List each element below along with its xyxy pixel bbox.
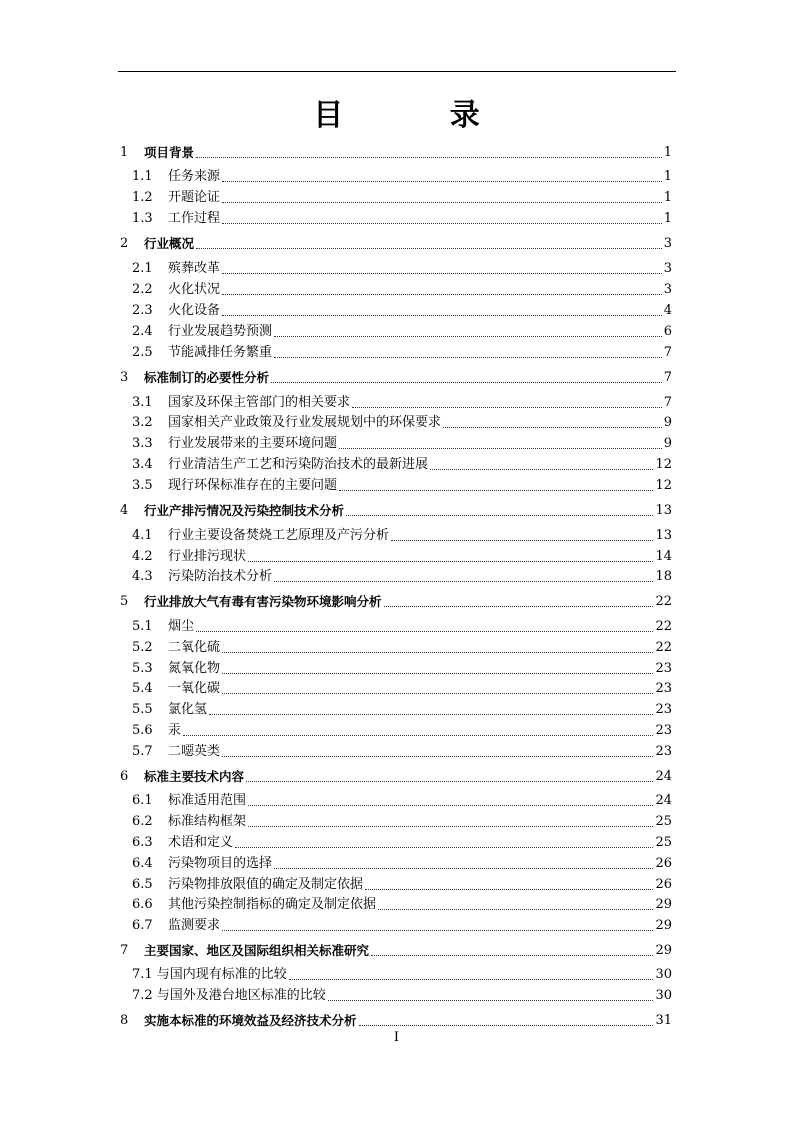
toc-section-entry[interactable] — [118, 677, 672, 697]
dot-leader — [274, 356, 662, 358]
toc-entry-number: 1.2 — [132, 190, 153, 205]
dot-leader — [378, 908, 653, 910]
toc-chapter-entry[interactable] — [118, 141, 672, 161]
toc-entry-number: 3.3 — [132, 436, 153, 451]
toc-entry-label: 术语和定义 — [168, 835, 234, 850]
toc-entry-number: 6.7 — [132, 918, 153, 933]
dot-leader — [359, 1024, 654, 1026]
toc-entry-page: 29 — [655, 897, 672, 912]
toc-entry-page: 13 — [655, 528, 672, 543]
toc-chapter-entry[interactable] — [118, 232, 672, 252]
dot-leader — [430, 468, 653, 470]
toc-section-entry[interactable] — [118, 257, 672, 277]
dot-leader — [196, 247, 662, 249]
toc-section-entry[interactable] — [118, 719, 672, 739]
toc-entry-number: 3.2 — [132, 415, 153, 430]
toc-entry-page: 7 — [663, 370, 672, 385]
toc-entry-page: 12 — [655, 457, 672, 472]
toc-section-entry[interactable] — [118, 873, 672, 893]
dot-leader — [365, 888, 653, 890]
toc-entry-page: 24 — [655, 793, 672, 808]
toc-entry-number: 5 — [120, 594, 129, 609]
toc-entry-number: 6.3 — [132, 835, 153, 850]
toc-entry-label: 行业产排污情况及污染控制技术分析 — [144, 503, 345, 518]
toc-entry-label: 行业清洁生产工艺和污染防治技术的最新进展 — [168, 457, 429, 472]
toc-entry-label: 一氧化碳 — [168, 681, 221, 696]
dot-leader — [371, 954, 653, 956]
toc-entry-page: 22 — [655, 640, 672, 655]
toc-section-entry[interactable] — [118, 565, 672, 585]
toc-entry-label: 殡葬改革 — [168, 261, 221, 276]
toc-entry-number: 1.1 — [132, 169, 153, 184]
toc-entry-page: 22 — [655, 594, 672, 609]
dot-leader — [328, 999, 654, 1001]
toc-entry-number: 3.1 — [132, 395, 153, 410]
toc-section-entry[interactable] — [118, 474, 672, 494]
dot-leader — [346, 514, 653, 516]
toc-entry-label: 7.2 与国外及港台地区标准的比较 — [132, 988, 326, 1003]
toc-entry-page: 1 — [663, 145, 672, 160]
toc-entry-label: 标准制订的必要性分析 — [144, 370, 270, 385]
toc-entry-page: 14 — [655, 549, 672, 564]
toc-entry-label: 行业排污现状 — [168, 549, 247, 564]
toc-entry-number: 2.3 — [132, 303, 153, 318]
toc-entry-number: 2.4 — [132, 324, 153, 339]
dot-leader — [248, 825, 653, 827]
toc-entry-label: 任务来源 — [168, 169, 221, 184]
toc-entry-label: 7.1 与国内现有标准的比较 — [132, 967, 287, 982]
dot-leader — [196, 630, 653, 632]
toc-section-entry[interactable] — [118, 278, 672, 298]
toc-section-entry[interactable] — [118, 893, 672, 913]
dot-leader — [274, 580, 653, 582]
toc-entry-label: 开题论证 — [168, 190, 221, 205]
toc-entry-page: 3 — [663, 236, 672, 251]
toc-entry-number: 6.1 — [132, 793, 153, 808]
toc-entry-label: 现行环保标准存在的主要问题 — [168, 478, 338, 493]
toc-entry-page: 4 — [663, 303, 672, 318]
toc-entry-page: 30 — [655, 988, 672, 1003]
dot-leader — [222, 180, 662, 182]
toc-entry-number: 5.6 — [132, 723, 153, 738]
dot-leader — [248, 804, 653, 806]
toc-chapter-entry[interactable] — [118, 499, 672, 519]
toc-entry-page: 1 — [663, 211, 672, 226]
toc-entry-label: 实施本标准的环境效益及经济技术分析 — [144, 1013, 357, 1028]
toc-entry-label: 行业概况 — [144, 236, 195, 251]
toc-entry-label: 工作过程 — [168, 211, 221, 226]
dot-leader — [235, 846, 653, 848]
dot-leader — [222, 293, 662, 295]
dot-leader — [196, 156, 662, 158]
toc-section-entry[interactable] — [118, 698, 672, 718]
toc-entry-page: 22 — [655, 619, 672, 634]
toc-section-entry[interactable] — [118, 341, 672, 361]
toc-section-entry[interactable] — [118, 636, 672, 656]
dot-leader — [271, 381, 662, 383]
toc-entry-number: 3 — [120, 370, 129, 385]
toc-entry-label: 污染物项目的选择 — [168, 856, 273, 871]
toc-entry-page: 23 — [655, 661, 672, 676]
toc-entry-label: 监测要求 — [168, 918, 221, 933]
toc-title: 目 录 — [313, 98, 528, 133]
toc-section-entry[interactable] — [118, 545, 672, 565]
toc-entry-label: 行业发展趋势预测 — [168, 324, 273, 339]
toc-entry-label: 其他污染控制指标的确定及制定依据 — [168, 897, 377, 912]
toc-section-entry[interactable] — [118, 320, 672, 340]
header-rule — [118, 71, 676, 72]
toc-entry-page: 23 — [655, 723, 672, 738]
dot-leader — [222, 222, 662, 224]
toc-chapter-entry[interactable] — [118, 366, 672, 386]
toc-section-entry[interactable] — [118, 432, 672, 452]
toc-entry-page: 3 — [663, 282, 672, 297]
toc-entry-page: 12 — [655, 478, 672, 493]
toc-section-entry[interactable] — [118, 914, 672, 934]
toc-entry-number: 5.3 — [132, 661, 153, 676]
toc-entry-label: 标准主要技术内容 — [144, 769, 245, 784]
toc-section-entry[interactable] — [118, 984, 672, 1004]
toc-section-entry[interactable] — [118, 789, 672, 809]
toc-entry-page: 7 — [663, 345, 672, 360]
toc-entry-number: 2.2 — [132, 282, 153, 297]
page-number: I — [393, 1030, 400, 1045]
toc-section-entry[interactable] — [118, 411, 672, 431]
toc-entry-label: 行业主要设备焚烧工艺原理及产污分析 — [168, 528, 390, 543]
toc-section-entry[interactable] — [118, 740, 672, 760]
toc-entry-label: 烟尘 — [168, 619, 195, 634]
toc-chapter-entry[interactable] — [118, 1009, 672, 1029]
toc-section-entry[interactable] — [118, 391, 672, 411]
dot-leader — [222, 929, 653, 931]
toc-entry-label: 国家及环保主管部门的相关要求 — [168, 395, 351, 410]
dot-leader — [339, 489, 653, 491]
toc-chapter-entry[interactable] — [118, 590, 672, 610]
toc-entry-label: 火化设备 — [168, 303, 221, 318]
dot-leader — [274, 867, 653, 869]
toc-section-entry[interactable] — [118, 810, 672, 830]
dot-leader — [222, 755, 653, 757]
toc-entry-page: 1 — [663, 190, 672, 205]
toc-entry-label: 国家相关产业政策及行业发展规划中的环保要求 — [168, 415, 442, 430]
toc-chapter-entry[interactable] — [118, 765, 672, 785]
toc-entry-number: 3.5 — [132, 478, 153, 493]
toc-section-entry[interactable] — [118, 186, 672, 206]
toc-entry-label: 节能减排任务繁重 — [168, 345, 273, 360]
toc-section-entry[interactable] — [118, 524, 672, 544]
toc-entry-number: 4.3 — [132, 569, 153, 584]
dot-leader — [274, 335, 662, 337]
toc-entry-number: 4.1 — [132, 528, 153, 543]
toc-entry-page: 26 — [655, 877, 672, 892]
toc-entry-page: 30 — [655, 967, 672, 982]
dot-leader — [222, 692, 653, 694]
toc-entry-label: 行业排放大气有毒有害污染物环境影响分析 — [144, 594, 382, 609]
dot-leader — [384, 605, 654, 607]
toc-entry-page: 18 — [655, 569, 672, 584]
toc-entry-page: 6 — [663, 324, 672, 339]
toc-section-entry[interactable] — [118, 852, 672, 872]
toc-entry-number: 4 — [120, 503, 129, 518]
dot-leader — [443, 426, 662, 428]
toc-entry-number: 2 — [120, 236, 129, 251]
toc-entry-page: 24 — [655, 769, 672, 784]
toc-entry-label: 二氧化硫 — [168, 640, 221, 655]
toc-entry-page: 31 — [655, 1013, 672, 1028]
toc-section-entry[interactable] — [118, 963, 672, 983]
dot-leader — [183, 734, 653, 736]
toc-entry-label: 氮氧化物 — [168, 661, 221, 676]
toc-entry-label: 火化状况 — [168, 282, 221, 297]
toc-entry-page: 25 — [655, 835, 672, 850]
dot-leader — [222, 651, 653, 653]
toc-entry-number: 6.2 — [132, 814, 153, 829]
toc-entry-page: 23 — [655, 681, 672, 696]
toc-section-entry[interactable] — [118, 299, 672, 319]
toc-entry-number: 5.7 — [132, 744, 153, 759]
toc-entry-page: 9 — [663, 415, 672, 430]
dot-leader — [222, 314, 662, 316]
dot-leader — [209, 713, 653, 715]
toc-entry-label: 二噁英类 — [168, 744, 221, 759]
toc-entry-page: 25 — [655, 814, 672, 829]
dot-leader — [339, 447, 662, 449]
toc-entry-page: 3 — [663, 261, 672, 276]
toc-chapter-entry[interactable] — [118, 939, 672, 959]
toc-entry-label: 标准适用范围 — [168, 793, 247, 808]
toc-entry-label: 项目背景 — [144, 145, 195, 160]
dot-leader — [222, 672, 653, 674]
dot-leader — [222, 201, 662, 203]
toc-entry-number: 3.4 — [132, 457, 153, 472]
toc-entry-number: 5.2 — [132, 640, 153, 655]
toc-entry-label: 氯化氢 — [168, 702, 208, 717]
toc-entry-page: 29 — [655, 918, 672, 933]
toc-entry-number: 2.1 — [132, 261, 153, 276]
toc-entry-label: 污染物排放限值的确定及制定依据 — [168, 877, 364, 892]
toc-entry-label: 行业发展带来的主要环境问题 — [168, 436, 338, 451]
toc-section-entry[interactable] — [118, 657, 672, 677]
toc-entry-label: 主要国家、地区及国际组织相关标准研究 — [144, 943, 370, 958]
toc-entry-number: 2.5 — [132, 345, 153, 360]
toc-section-entry[interactable] — [118, 453, 672, 473]
toc-entry-number: 8 — [120, 1013, 129, 1028]
toc-section-entry[interactable] — [118, 165, 672, 185]
toc-entry-number: 6.4 — [132, 856, 153, 871]
toc-entry-page: 23 — [655, 744, 672, 759]
dot-leader — [248, 560, 653, 562]
dot-leader — [352, 406, 662, 408]
toc-entry-page: 1 — [663, 169, 672, 184]
toc-entry-page: 26 — [655, 856, 672, 871]
toc-section-entry[interactable] — [118, 831, 672, 851]
toc-entry-number: 6.6 — [132, 897, 153, 912]
toc-entry-number: 7 — [120, 943, 129, 958]
toc-entry-number: 1 — [120, 145, 129, 160]
toc-entry-page: 7 — [663, 395, 672, 410]
toc-entry-label: 汞 — [168, 723, 182, 738]
dot-leader — [246, 780, 653, 782]
dot-leader — [391, 539, 653, 541]
toc-entry-number: 5.4 — [132, 681, 153, 696]
toc-entry-page: 13 — [655, 503, 672, 518]
toc-entry-page: 23 — [655, 702, 672, 717]
toc-entry-page: 29 — [655, 943, 672, 958]
toc-entry-number: 6.5 — [132, 877, 153, 892]
toc-section-entry[interactable] — [118, 615, 672, 635]
toc-entry-label: 标准结构框架 — [168, 814, 247, 829]
toc-section-entry[interactable] — [118, 207, 672, 227]
dot-leader — [222, 272, 662, 274]
toc-entry-number: 6 — [120, 769, 129, 784]
toc-entry-number: 5.1 — [132, 619, 153, 634]
toc-entry-page: 9 — [663, 436, 672, 451]
toc-entry-number: 4.2 — [132, 549, 153, 564]
toc-entry-number: 5.5 — [132, 702, 153, 717]
toc-entry-label: 污染防治技术分析 — [168, 569, 273, 584]
dot-leader — [289, 978, 654, 980]
toc-entry-number: 1.3 — [132, 211, 153, 226]
